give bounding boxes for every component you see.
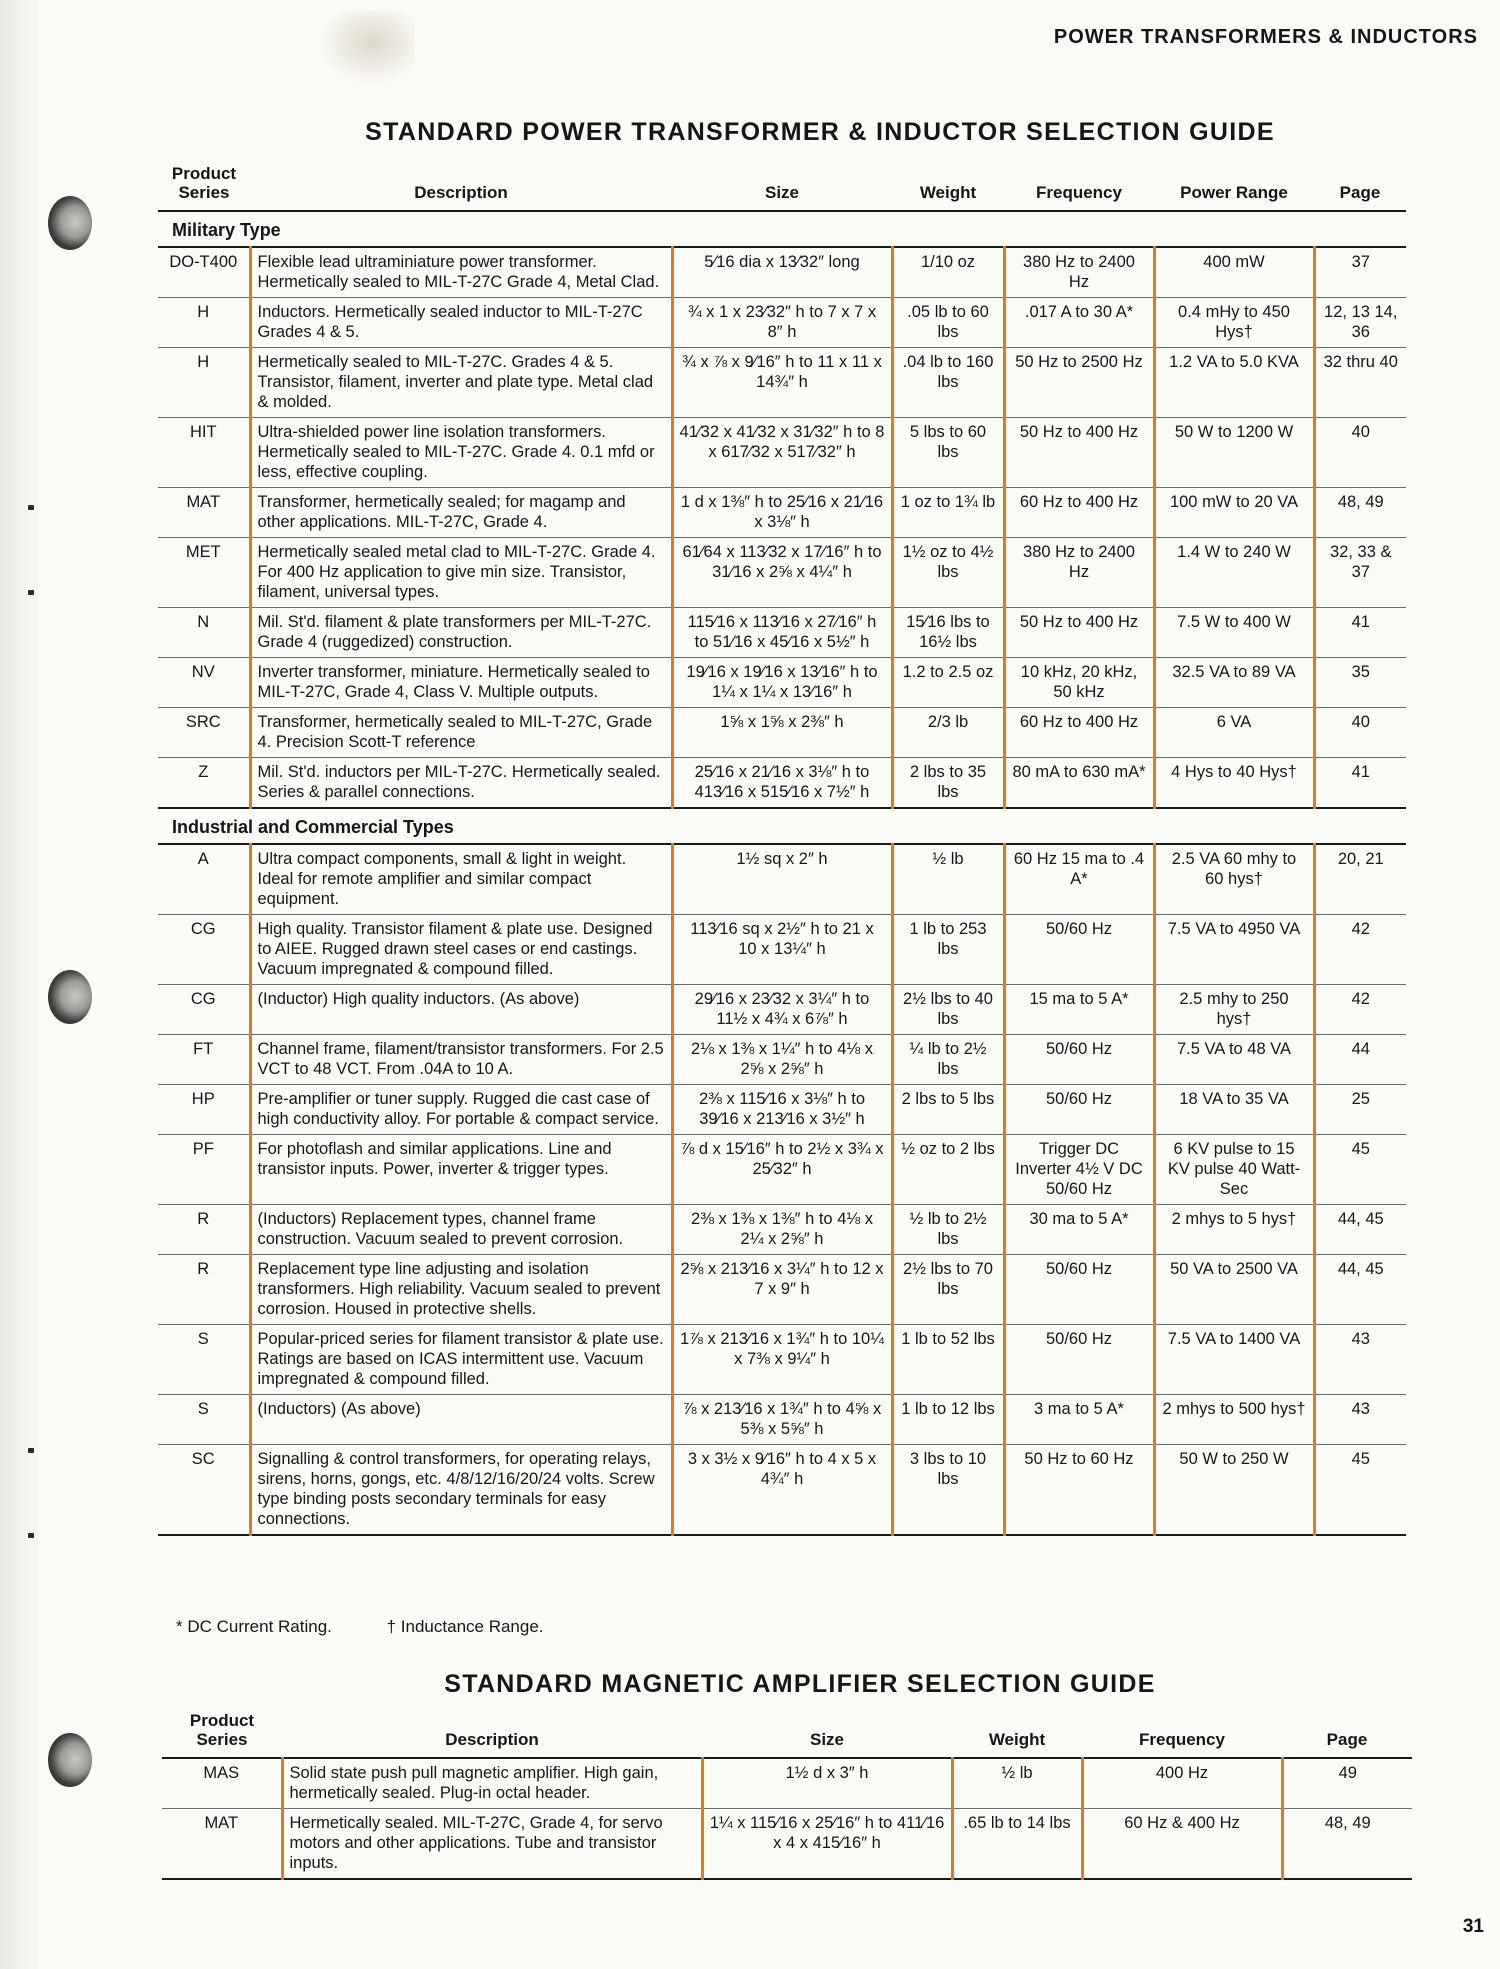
cell-frequency: 15 ma to 5 A*	[1004, 985, 1154, 1035]
cell-frequency: 50/60 Hz	[1004, 1035, 1154, 1085]
cell-page: 44	[1314, 1035, 1406, 1085]
cell-description: High quality. Transistor filament & plate use. Designed to AIEE. Rugged drawn steel cases or end castings. Vacuum impregnated & compound filled.	[250, 915, 672, 985]
table-row	[158, 708, 1406, 758]
cell-frequency: 50 Hz to 400 Hz	[1004, 608, 1154, 658]
cell-power-range: 6 VA	[1154, 708, 1314, 758]
cell-description: Inverter transformer, miniature. Hermetically sealed to MIL-T-27C, Grade 4, Class V. Multiple outputs.	[250, 658, 672, 708]
cell-series: N	[158, 608, 250, 658]
col-header-power-range: Power Range	[1154, 160, 1314, 211]
col-header-description: Description	[250, 160, 672, 211]
table-row	[158, 1085, 1406, 1135]
cell-power-range: 50 VA to 2500 VA	[1154, 1255, 1314, 1325]
cell-size: ¾ x 1 x 23⁄32″ h to 7 x 7 x 8″ h	[672, 298, 892, 348]
cell-page: 40	[1314, 708, 1406, 758]
cell-power-range: 2 mhys to 500 hys†	[1154, 1395, 1314, 1445]
cell-page: 32 thru 40	[1314, 348, 1406, 418]
cell-frequency: 50/60 Hz	[1004, 1255, 1154, 1325]
transformer-selection-table	[158, 160, 1406, 1536]
cell-description: Pre-amplifier or tuner supply. Rugged die cast case of high conductivity alloy. For portable & compact service.	[250, 1085, 672, 1135]
cell-power-range: 2.5 mhy to 250 hys†	[1154, 985, 1314, 1035]
cell-series: A	[197, 850, 209, 868]
cell-power-range: 6 KV pulse to 15 KV pulse 40 Watt-Sec	[1154, 1135, 1314, 1205]
cell-power-range: 7.5 VA to 1400 VA	[1154, 1325, 1314, 1395]
cell-frequency: .017 A to 30 A*	[1004, 298, 1154, 348]
col-header-size: Size	[702, 1707, 952, 1758]
cell-weight: ½ lb to 2½ lbs	[892, 1205, 1004, 1255]
cell-description: Ultra compact components, small & light in weight. Ideal for remote amplifier and similar compact equipment.	[250, 844, 672, 915]
cell-size: 113⁄16 sq x 2½″ h to 21 x 10 x 13¼″ h	[672, 915, 892, 985]
table-row	[158, 1135, 1406, 1205]
cell-size: 41⁄32 x 41⁄32 x 31⁄32″ h to 8 x 617⁄32 x 517⁄32″ h	[672, 418, 892, 488]
cell-power-range: 50 W to 250 W	[1154, 1445, 1314, 1536]
cell-series: R	[158, 1205, 250, 1255]
cell-weight: 1 oz to 1¾ lb	[892, 488, 1004, 538]
cell-weight: 2 lbs to 5 lbs	[892, 1085, 1004, 1135]
cell-series: MAS	[203, 1764, 240, 1782]
cell-size: 2⅝ x 213⁄16 x 3¼″ h to 12 x 7 x 9″ h	[672, 1255, 892, 1325]
punch-hole	[48, 196, 92, 250]
cell-description: Replacement type line adjusting and isolation transformers. High reliability. Vacuum sealed to prevent corrosion. Housed in protective shells.	[250, 1255, 672, 1325]
cell-weight: 2 lbs to 35 lbs	[892, 758, 1004, 809]
cell-size: 19⁄16 x 19⁄16 x 13⁄16″ h to 1¼ x 1¼ x 13⁄16″ h	[672, 658, 892, 708]
cell-weight: ½ oz to 2 lbs	[892, 1135, 1004, 1205]
table-row	[158, 1325, 1406, 1395]
cell-description: Inductors. Hermetically sealed inductor to MIL-T-27C Grades 4 & 5.	[250, 298, 672, 348]
cell-page: 43	[1314, 1325, 1406, 1395]
transformer-guide-title: STANDARD POWER TRANSFORMER & INDUCTOR SELECTION GUIDE	[365, 118, 1275, 146]
magamp-guide-title: STANDARD MAGNETIC AMPLIFIER SELECTION GUIDE	[444, 1670, 1156, 1698]
cell-description: (Inductor) High quality inductors. (As above)	[250, 985, 672, 1035]
table-row	[158, 1255, 1406, 1325]
cell-frequency: 60 Hz & 400 Hz	[1082, 1809, 1282, 1880]
section-heading: Military Type	[158, 211, 1406, 247]
cell-page: 20, 21	[1314, 844, 1406, 915]
cell-size: 2⅜ x 1⅜ x 1⅜″ h to 4⅛ x 2¼ x 2⅝″ h	[672, 1205, 892, 1255]
section-heading-row	[158, 808, 1406, 844]
cell-size: 1¼ x 115⁄16 x 25⁄16″ h to 411⁄16 x 4 x 415⁄16″ h	[702, 1809, 952, 1880]
cell-frequency: 50 Hz to 400 Hz	[1004, 418, 1154, 488]
cell-frequency: 60 Hz to 400 Hz	[1004, 708, 1154, 758]
cell-description: Transformer, hermetically sealed; for magamp and other applications. MIL-T-27C, Grade 4.	[250, 488, 672, 538]
cell-series: DO-T400	[169, 253, 238, 271]
cell-series: CG	[158, 985, 250, 1035]
col-header-frequency: Frequency	[1082, 1707, 1282, 1758]
cell-size: 2⅛ x 1⅜ x 1¼″ h to 4⅛ x 2⅝ x 2⅝″ h	[672, 1035, 892, 1085]
cell-description: (Inductors) (As above)	[250, 1395, 672, 1445]
table-row	[158, 247, 1406, 298]
cell-series: H	[158, 298, 250, 348]
cell-series: S	[158, 1395, 250, 1445]
cell-frequency: 50/60 Hz	[1004, 1085, 1154, 1135]
cell-weight: .05 lb to 60 lbs	[892, 298, 1004, 348]
cell-page: 44, 45	[1314, 1255, 1406, 1325]
cell-page: 45	[1314, 1135, 1406, 1205]
col-header-series: Product Series	[158, 160, 250, 211]
table-row	[158, 844, 1406, 915]
cell-power-range: 1.2 VA to 5.0 KVA	[1154, 348, 1314, 418]
cell-description: Hermetically sealed metal clad to MIL-T-27C. Grade 4. For 400 Hz application to give min size. Transistor, filament, universal types.	[250, 538, 672, 608]
cell-series: HIT	[158, 418, 250, 488]
cell-page: 44, 45	[1314, 1205, 1406, 1255]
footnote-dc-current: * DC Current Rating.	[176, 1617, 332, 1636]
cell-series: MAT	[162, 1809, 282, 1880]
cell-page: 35	[1314, 658, 1406, 708]
cell-size: 1½ d x 3″ h	[702, 1758, 952, 1809]
magamp-table-body	[162, 1758, 1412, 1879]
cell-frequency: 50 Hz to 60 Hz	[1004, 1445, 1154, 1536]
magamp-selection-table	[162, 1707, 1412, 1880]
cell-series: SRC	[158, 708, 250, 758]
paper-stain	[320, 10, 415, 82]
cell-weight: ½ lb	[952, 1758, 1082, 1809]
table-row	[158, 348, 1406, 418]
cell-description: Channel frame, filament/transistor transformers. For 2.5 VCT to 48 VCT. From .04A to 10 A.	[250, 1035, 672, 1085]
cell-size: 1⅞ x 213⁄16 x 1¾″ h to 10¼ x 7⅜ x 9¼″ h	[672, 1325, 892, 1395]
cell-size: 1⅝ x 1⅝ x 2⅜″ h	[672, 708, 892, 758]
cell-page: 12, 13 14, 36	[1314, 298, 1406, 348]
cell-page: 43	[1314, 1395, 1406, 1445]
cell-size: 25⁄16 x 21⁄16 x 3⅛″ h to 413⁄16 x 515⁄16 x 7½″ h	[672, 758, 892, 809]
cell-size: 61⁄64 x 113⁄32 x 17⁄16″ h to 31⁄16 x 2⅝ x 4¼″ h	[672, 538, 892, 608]
cell-size: 2⅜ x 115⁄16 x 3⅛″ h to 39⁄16 x 213⁄16 x 3½″ h	[672, 1085, 892, 1135]
cell-frequency: 50/60 Hz	[1004, 915, 1154, 985]
table-row	[158, 1205, 1406, 1255]
margin-mark	[28, 1533, 34, 1538]
cell-power-range: 50 W to 1200 W	[1154, 418, 1314, 488]
cell-size: ⅞ d x 15⁄16″ h to 2½ x 3¾ x 25⁄32″ h	[672, 1135, 892, 1205]
cell-weight: 1 lb to 52 lbs	[892, 1325, 1004, 1395]
cell-description: Signalling & control transformers, for operating relays, sirens, horns, gongs, etc. 4/8/12/16/20/24 volts. Screw type binding posts secondary terminals for easy connections.	[250, 1445, 672, 1536]
cell-series: SC	[158, 1445, 250, 1536]
cell-weight: 1/10 oz	[892, 247, 1004, 298]
margin-mark	[28, 590, 34, 595]
cell-frequency: 380 Hz to 2400 Hz	[1004, 247, 1154, 298]
cell-series: R	[158, 1255, 250, 1325]
cell-series: CG	[158, 915, 250, 985]
cell-description: Popular-priced series for filament transistor & plate use. Ratings are based on ICAS intermittent use. Vacuum impregnated & compound filled.	[250, 1325, 672, 1395]
cell-frequency: 50 Hz to 2500 Hz	[1004, 348, 1154, 418]
col-header-description: Description	[282, 1707, 702, 1758]
cell-size: 29⁄16 x 23⁄32 x 3¼″ h to 11½ x 4¾ x 6⅞″ h	[672, 985, 892, 1035]
cell-weight: 2½ lbs to 40 lbs	[892, 985, 1004, 1035]
cell-size: 5⁄16 dia x 13⁄32″ long	[672, 247, 892, 298]
cell-power-range: 1.4 W to 240 W	[1154, 538, 1314, 608]
cell-power-range: 100 mW to 20 VA	[1154, 488, 1314, 538]
cell-power-range: 400 mW	[1154, 247, 1314, 298]
cell-weight: ½ lb	[892, 844, 1004, 915]
table-row	[158, 915, 1406, 985]
cell-power-range: 4 Hys to 40 Hys†	[1154, 758, 1314, 809]
cell-weight: .65 lb to 14 lbs	[952, 1809, 1082, 1880]
cell-page: 48, 49	[1314, 488, 1406, 538]
margin-mark	[28, 505, 34, 510]
cell-page: 42	[1314, 985, 1406, 1035]
transformer-table-body	[158, 211, 1406, 1535]
cell-page: 48, 49	[1282, 1809, 1412, 1880]
table-row	[158, 418, 1406, 488]
table-row	[162, 1809, 1412, 1880]
cell-series: NV	[158, 658, 250, 708]
col-header-series: Product Series	[162, 1707, 282, 1758]
cell-description: Mil. St'd. inductors per MIL-T-27C. Hermetically sealed. Series & parallel connections.	[250, 758, 672, 809]
cell-series: S	[158, 1325, 250, 1395]
cell-weight: 2/3 lb	[892, 708, 1004, 758]
cell-weight: 1 lb to 253 lbs	[892, 915, 1004, 985]
cell-description: Mil. St'd. filament & plate transformers per MIL-T-27C. Grade 4 (ruggedized) construction.	[250, 608, 672, 658]
section-heading: Industrial and Commercial Types	[158, 808, 1406, 844]
col-header-page: Page	[1282, 1707, 1412, 1758]
cell-size: 115⁄16 x 113⁄16 x 27⁄16″ h to 51⁄16 x 45⁄16 x 5½″ h	[672, 608, 892, 658]
footnotes	[176, 1617, 594, 1637]
col-header-weight: Weight	[952, 1707, 1082, 1758]
table-row	[158, 1035, 1406, 1085]
table-header-row	[158, 160, 1406, 211]
cell-page: 37	[1314, 247, 1406, 298]
cell-frequency: 10 kHz, 20 kHz, 50 kHz	[1004, 658, 1154, 708]
cell-frequency: 50/60 Hz	[1004, 1325, 1154, 1395]
cell-weight: 1½ oz to 4½ lbs	[892, 538, 1004, 608]
cell-frequency: 400 Hz	[1082, 1758, 1282, 1809]
cell-weight: .04 lb to 160 lbs	[892, 348, 1004, 418]
cell-weight: 5 lbs to 60 lbs	[892, 418, 1004, 488]
table-row	[158, 985, 1406, 1035]
cell-series: MET	[158, 538, 250, 608]
cell-size: ⅞ x 213⁄16 x 1¾″ h to 4⅝ x 5⅜ x 5⅝″ h	[672, 1395, 892, 1445]
cell-size: 3 x 3½ x 9⁄16″ h to 4 x 5 x 4¾″ h	[672, 1445, 892, 1536]
col-header-frequency: Frequency	[1004, 160, 1154, 211]
table-row	[158, 298, 1406, 348]
table-header-row	[162, 1707, 1412, 1758]
cell-page: 42	[1314, 915, 1406, 985]
table-row	[158, 1395, 1406, 1445]
cell-frequency: 380 Hz to 2400 Hz	[1004, 538, 1154, 608]
margin-mark	[28, 1448, 34, 1453]
cell-power-range: 7.5 VA to 4950 VA	[1154, 915, 1314, 985]
running-header: POWER TRANSFORMERS & INDUCTORS	[1053, 26, 1478, 48]
cell-frequency: 60 Hz to 400 Hz	[1004, 488, 1154, 538]
section-heading-row	[158, 211, 1406, 247]
cell-description: Ultra-shielded power line isolation transformers. Hermetically sealed to MIL-T-27C. Grade 4. 0.1 mfd or less, effective coupling.	[250, 418, 672, 488]
cell-page: 32, 33 & 37	[1314, 538, 1406, 608]
cell-page: 49	[1282, 1758, 1412, 1809]
cell-power-range: 2 mhys to 5 hys†	[1154, 1205, 1314, 1255]
cell-frequency: 30 ma to 5 A*	[1004, 1205, 1154, 1255]
table-row	[158, 1445, 1406, 1536]
cell-power-range: 7.5 VA to 48 VA	[1154, 1035, 1314, 1085]
punch-hole	[48, 970, 92, 1024]
cell-description: For photoflash and similar applications. Line and transistor inputs. Power, inverter & trigger types.	[250, 1135, 672, 1205]
table-row	[162, 1758, 1412, 1809]
cell-weight: ¼ lb to 2½ lbs	[892, 1035, 1004, 1085]
cell-frequency: Trigger DC Inverter 4½ V DC 50/60 Hz	[1004, 1135, 1154, 1205]
cell-page: 41	[1314, 608, 1406, 658]
cell-power-range: 2.5 VA 60 mhy to 60 hys†	[1154, 844, 1314, 915]
cell-series: FT	[158, 1035, 250, 1085]
cell-series: Z	[158, 758, 250, 809]
cell-weight: 15⁄16 lbs to 16½ lbs	[892, 608, 1004, 658]
cell-weight: 3 lbs to 10 lbs	[892, 1445, 1004, 1536]
footnote-inductance: † Inductance Range.	[386, 1617, 544, 1636]
cell-power-range: 32.5 VA to 89 VA	[1154, 658, 1314, 708]
cell-series: HP	[158, 1085, 250, 1135]
cell-page: 45	[1314, 1445, 1406, 1536]
cell-frequency: 60 Hz 15 ma to .4 A*	[1004, 844, 1154, 915]
table-row	[158, 488, 1406, 538]
cell-description: Flexible lead ultraminiature power transformer. Hermetically sealed to MIL-T-27C Grade 4, Metal Clad.	[250, 247, 672, 298]
cell-description: Hermetically sealed. MIL-T-27C, Grade 4, for servo motors and other applications. Tube and transistor inputs.	[282, 1809, 702, 1880]
cell-size: 1½ sq x 2″ h	[672, 844, 892, 915]
cell-series: H	[158, 348, 250, 418]
cell-page: 25	[1314, 1085, 1406, 1135]
table-row	[158, 758, 1406, 809]
col-header-weight: Weight	[892, 160, 1004, 211]
table-row	[158, 538, 1406, 608]
cell-weight: 1 lb to 12 lbs	[892, 1395, 1004, 1445]
cell-series: PF	[158, 1135, 250, 1205]
col-header-page: Page	[1314, 160, 1406, 211]
cell-weight: 1.2 to 2.5 oz	[892, 658, 1004, 708]
cell-frequency: 3 ma to 5 A*	[1004, 1395, 1154, 1445]
cell-description: (Inductors) Replacement types, channel frame construction. Vacuum sealed to prevent corrosion.	[250, 1205, 672, 1255]
cell-power-range: 7.5 W to 400 W	[1154, 608, 1314, 658]
col-header-size: Size	[672, 160, 892, 211]
table-row	[158, 608, 1406, 658]
cell-page: 40	[1314, 418, 1406, 488]
cell-power-range: 18 VA to 35 VA	[1154, 1085, 1314, 1135]
cell-frequency: 80 mA to 630 mA*	[1004, 758, 1154, 809]
cell-description: Transformer, hermetically sealed to MIL-T-27C, Grade 4. Precision Scott-T reference	[250, 708, 672, 758]
punch-hole	[48, 1733, 92, 1787]
cell-series: MAT	[158, 488, 250, 538]
cell-weight: 2½ lbs to 70 lbs	[892, 1255, 1004, 1325]
cell-size: 1 d x 1⅜″ h to 25⁄16 x 21⁄16 x 3⅛″ h	[672, 488, 892, 538]
page-number: 31	[1462, 1916, 1484, 1937]
cell-description: Hermetically sealed to MIL-T-27C. Grades 4 & 5. Transistor, filament, inverter and plate type. Metal clad & molded.	[250, 348, 672, 418]
cell-description: Solid state push pull magnetic amplifier. High gain, hermetically sealed. Plug-in octal header.	[282, 1758, 702, 1809]
cell-size: ¾ x ⅞ x 9⁄16″ h to 11 x 11 x 14¾″ h	[672, 348, 892, 418]
cell-power-range: 0.4 mHy to 450 Hys†	[1154, 298, 1314, 348]
table-row	[158, 658, 1406, 708]
cell-page: 41	[1314, 758, 1406, 809]
